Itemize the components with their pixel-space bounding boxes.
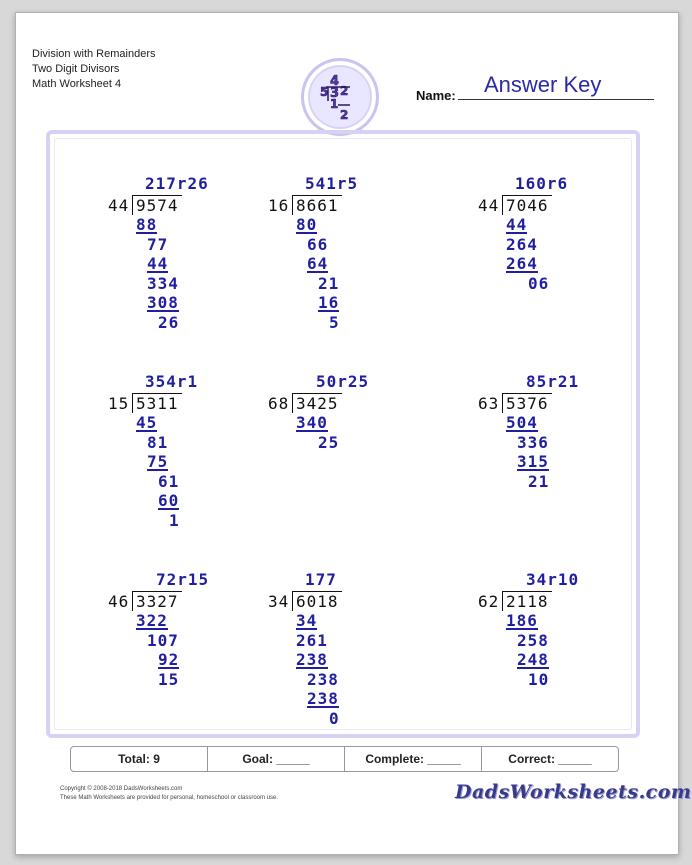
division-bracket [292,591,293,612]
quotient: 217r26 [145,174,209,193]
division-problem [478,372,608,552]
dividend: 3425 [296,393,339,413]
remainder-step: 21 [318,273,340,293]
remainder-step: 334 [147,273,179,293]
product-step: 16 [318,293,340,312]
product-step: 64 [307,254,329,273]
division-problem [268,570,398,750]
remainder-step: 107 [147,630,179,650]
divisor: 46 [108,591,130,611]
remainder-step: 21 [528,471,550,491]
division-problem [268,372,398,552]
svg-text:5: 5 [320,85,329,99]
dividend: 8661 [296,195,339,215]
product-step: 45 [136,413,158,432]
dividend: 3327 [136,591,179,611]
product-step: 315 [517,452,549,471]
product-step: 60 [158,491,180,510]
dividend: 6018 [296,591,339,611]
svg-text:1: 1 [330,97,339,111]
division-problem [478,174,608,354]
name-line [458,99,654,100]
copyright-line-2: These Math Worksheets are provided for personal, homeschool or classroom use. [60,795,278,801]
product-step: 92 [158,650,180,669]
dividend: 5376 [506,393,549,413]
score-box [70,746,619,772]
product-step: 340 [296,413,328,432]
remainder-step: 10 [528,669,550,689]
total-field: Total: 9 [71,747,208,771]
division-problem [268,174,398,354]
complete-field: Complete: _____ [345,747,482,771]
product-step: 34 [296,611,318,630]
remainder-step: 26 [158,312,180,332]
remainder-step: 06 [528,273,550,293]
dividend: 2118 [506,591,549,611]
remainder-step: 264 [506,234,538,254]
remainder-step: 5 [329,312,340,332]
division-bracket [502,393,503,414]
correct-field: Correct: _____ [508,752,592,766]
product-step: 186 [506,611,538,630]
svg-text:4: 4 [330,74,340,89]
remainder-step: 238 [307,669,339,689]
division-bracket [132,591,133,612]
product-step: 44 [506,215,528,234]
quotient: 177 [305,570,337,589]
division-problem [478,570,608,750]
product-step: 75 [147,452,169,471]
remainder-step: 0 [329,708,340,728]
copyright-notice [60,785,278,803]
dividend: 7046 [506,195,549,215]
remainder-step: 25 [318,432,340,452]
title-line-3: Math Worksheet 4 [32,78,122,90]
division-bracket [292,195,293,216]
remainder-step: 66 [307,234,329,254]
product-step: 80 [296,215,318,234]
svg-text:2: 2 [340,84,349,98]
worksheet-title [32,47,156,92]
quotient: 354r1 [145,372,199,391]
brand-logo: DadsWorksheets.com [455,781,692,803]
divisor: 16 [268,195,290,215]
goal-field: Goal: _____ [208,747,345,771]
product-step: 504 [506,413,538,432]
division-problem [108,174,238,354]
remainder-step: 336 [517,432,549,452]
quotient: 160r6 [515,174,569,193]
divisor: 62 [478,591,500,611]
division-bracket [292,393,293,414]
product-step: 264 [506,254,538,273]
remainder-step: 15 [158,669,180,689]
product-step: 308 [147,293,179,312]
division-problem [108,570,238,750]
svg-text:2: 2 [340,108,349,122]
dividend: 9574 [136,195,179,215]
divisor: 44 [478,195,500,215]
remainder-step: 261 [296,630,328,650]
product-step: 322 [136,611,168,630]
quotient: 34r10 [526,570,580,589]
name-label: Name: [416,88,456,103]
copyright-line-1: Copyright © 2008-2018 DadsWorksheets.com [60,786,183,792]
remainder-step: 61 [158,471,180,491]
division-problem [108,372,238,552]
product-step: 238 [296,650,328,669]
quotient: 85r21 [526,372,580,391]
division-bracket [502,195,503,216]
quotient: 50r25 [316,372,370,391]
remainder-step: 77 [147,234,169,254]
divisor: 34 [268,591,290,611]
product-step: 88 [136,215,158,234]
remainder-step: 81 [147,432,169,452]
product-step: 44 [147,254,169,273]
dividend: 5311 [136,393,179,413]
product-step: 248 [517,650,549,669]
quotient: 541r5 [305,174,359,193]
division-logo [301,58,379,136]
divisor: 68 [268,393,290,413]
title-line-1: Division with Remainders [32,48,156,60]
division-bracket [502,591,503,612]
product-step: 238 [307,689,339,708]
divisor: 15 [108,393,130,413]
answer-key-label: Answer Key [484,72,602,97]
remainder-step: 1 [169,510,180,530]
division-bracket [132,393,133,414]
remainder-step: 258 [517,630,549,650]
divisor: 63 [478,393,500,413]
svg-text:3: 3 [330,86,340,101]
division-bracket [132,195,133,216]
title-line-2: Two Digit Divisors [32,63,120,75]
divisor: 44 [108,195,130,215]
quotient: 72r15 [156,570,210,589]
